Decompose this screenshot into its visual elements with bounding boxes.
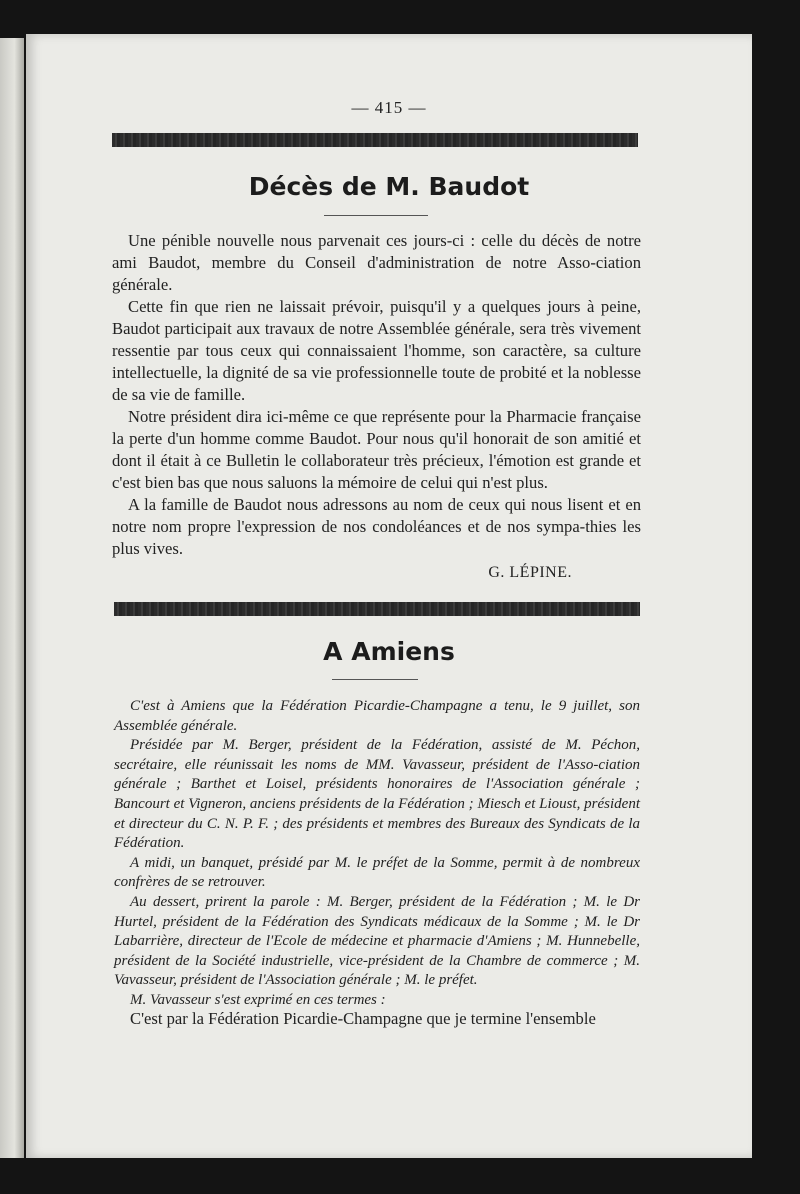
title-underline — [324, 215, 428, 216]
article-body-italic — [114, 697, 640, 1011]
paragraph: A la famille de Baudot nous adressons au nom de ceux qui nous lisent et en notre nom propre l'expression de nos condoléances et de nos sympa-thies les plus vives. — [112, 495, 641, 558]
article-title: A Amiens — [323, 637, 455, 666]
paragraph: Présidée par M. Berger, président de la Fédération, assisté de M. Péchon, secrétaire, elle réunissait les noms de MM. Vavasseur, président de l'Asso-ciation générale ; Barthet et Loisel, présidents honoraires de l'Association générale ; Bancourt et Vigneron, anciens présidents de la Fédération ; Miesch et Lioust, président et directeur du C. N. P. F. ; des présidents et membres des Bureaux des Syndicats de la Fédération. — [114, 737, 640, 852]
paragraph: Au dessert, prirent la parole : M. Berger, président de la Fédération ; M. le Dr Hurtel, président de la Fédération des Syndicats médicaux de la Somme ; M. le Dr Labarrière, directeur de l'Ecole de médecine et pharmacie d'Amiens ; M. Hunnebelle, président de la Société industrielle, vice-président de la Chambre de commerce ; M. Vavasseur, président de l'Association générale ; M. le préfet. — [114, 893, 640, 989]
article-title: Décès de M. Baudot — [248, 172, 530, 201]
document-page — [26, 34, 752, 1158]
page-number: — 415 — — [351, 98, 427, 117]
author-signature: G. LÉPINE. — [488, 564, 572, 581]
title-underline — [332, 679, 418, 680]
decorative-rule-bar — [112, 133, 638, 147]
paragraph: C'est à Amiens que la Fédération Picardie-Champagne a tenu, le 9 juillet, son Assemblée générale. — [114, 698, 640, 734]
article-body — [112, 230, 641, 560]
decorative-rule-bar — [114, 602, 640, 616]
paragraph: Une pénible nouvelle nous parvenait ces jours-ci : celle du décès de notre ami Baudot, membre du Conseil d'administration de notre Asso-ciation générale. — [112, 231, 641, 294]
paragraph: Cette fin que rien ne laissait prévoir, puisqu'il y a quelques jours à peine, Baudot participait aux travaux de notre Assemblée générale, sera très vivement ressentie par tous ceux qui connaissaient l'homme, son caractère, sa culture intellectuelle, la dignité de sa vie professionnelle toute de probité et la noblesse de sa vie de famille. — [112, 297, 641, 404]
adjacent-page-edge — [0, 38, 24, 1158]
paragraph: A midi, un banquet, présidé par M. le préfet de la Somme, permit à de nombreux confrères de se retrouver. — [114, 854, 640, 891]
paragraph: C'est par la Fédération Picardie-Champagne que je termine l'ensemble — [130, 1009, 596, 1028]
paragraph: Notre président dira ici-même ce que représente pour la Pharmacie française la perte d'un homme comme Baudot. Pour nous qu'il honorait de son amitié et dont il était à ce Bulletin le collaborateur très précieux, l'émotion est grande et c'est bien bas que nous saluons la mémoire de celui qui n'est plus. — [112, 407, 641, 492]
paragraph: M. Vavasseur s'est exprimé en ces termes : — [130, 991, 386, 1008]
